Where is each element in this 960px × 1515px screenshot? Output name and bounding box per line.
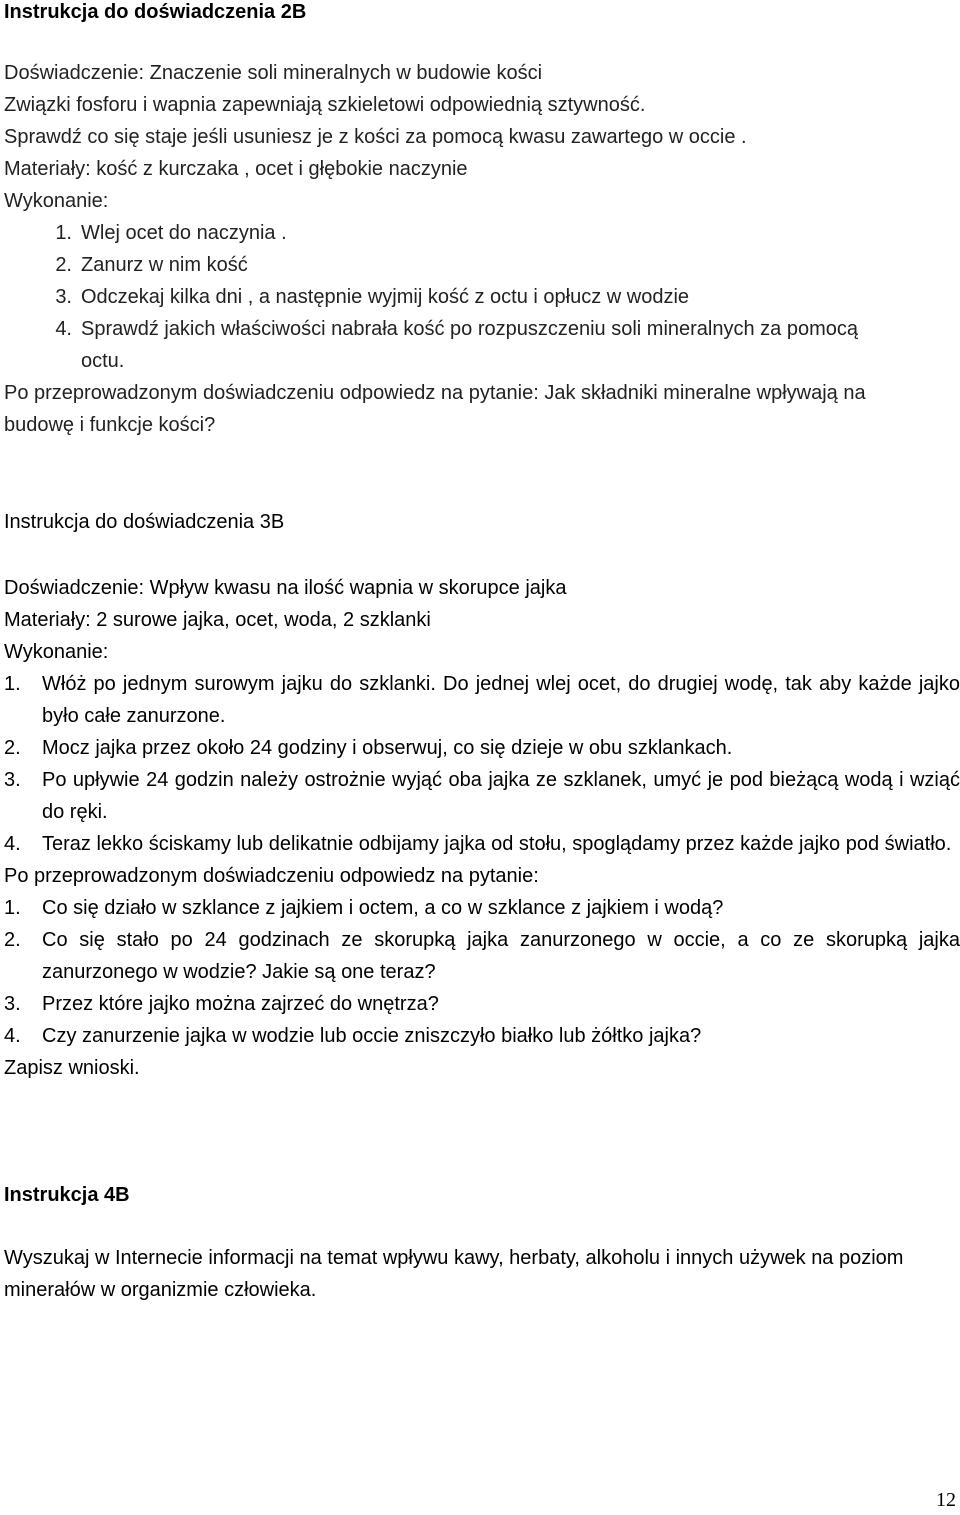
list-item-number: 2. (4, 737, 21, 759)
list-item-text: Przez które jajko można zajrzeć do wnętrza? (42, 993, 439, 1015)
list-item (4, 1020, 960, 1052)
list-item-text: Co się stało po 24 godzinach ze skorupką jajka zanurzonego w occie, a co ze skorupką jajka zanurzonego w wodzie? Jakie są one teraz? (42, 929, 960, 983)
list-item (4, 732, 960, 764)
experiment-line: Doświadczenie: Wpływ kwasu na ilość wapnia w skorupce jajka (4, 577, 567, 599)
execution-label: Wykonanie: (4, 641, 109, 663)
list-item (4, 217, 960, 249)
section-4b (4, 1179, 960, 1306)
intro-line: Związki fosforu i wapnia zapewniają szkieletowi odpowiednią sztywność. (4, 94, 646, 116)
list-item-number: 1. (4, 673, 21, 695)
list-item (4, 764, 960, 828)
steps-list (4, 668, 960, 860)
section-3b (4, 506, 960, 1084)
section-2b-title: Instrukcja do doświadczenia 2B (4, 1, 307, 23)
list-item-text: Teraz lekko ściskamy lub delikatnie odbijamy jajka od stołu, spoglądamy przez każde jajko pod światło. (42, 833, 952, 855)
list-item-text: Po upływie 24 godzin należy ostrożnie wyjąć oba jajka ze szklanek, umyć je pod bieżącą wodą i wziąć do ręki. (42, 769, 960, 823)
list-item (4, 249, 960, 281)
list-item-number: 2. (55, 254, 72, 276)
list-item (4, 892, 960, 924)
steps-list (4, 217, 960, 377)
list-item-text: Wlej ocet do naczynia . (81, 222, 287, 244)
list-item-number: 3. (4, 993, 21, 1015)
section-2b-body (4, 57, 960, 441)
instruction-line: Sprawdź co się staje jeśli usuniesz je z kości za pomocą kwasu zawartego w occie . (4, 126, 747, 148)
list-item (4, 924, 960, 988)
section-4b-title: Instrukcja 4B (4, 1184, 130, 1206)
list-item-text: Co się działo w szklance z jajkiem i octem, a co w szklance z jajkiem i wodą? (42, 897, 724, 919)
list-item-number: 3. (4, 769, 21, 791)
list-item (4, 668, 960, 732)
experiment-line: Doświadczenie: Znaczenie soli mineralnych w budowie kości (4, 62, 543, 84)
question-intro: Po przeprowadzonym doświadczeniu odpowiedz na pytanie: (4, 865, 539, 887)
list-item (4, 828, 960, 860)
materials-line: Materiały: 2 surowe jajka, ocet, woda, 2 szklanki (4, 609, 431, 631)
list-item-number: 1. (55, 222, 72, 244)
page-number: 12 (936, 1489, 956, 1511)
list-item-number: 4. (55, 318, 72, 340)
list-item-text: Mocz jajka przez około 24 godziny i obserwuj, co się dzieje w obu szklankach. (42, 737, 733, 759)
list-item-number: 4. (4, 1025, 21, 1047)
section-4b-text: Wyszukaj w Internecie informacji na temat wpływu kawy, herbaty, alkoholu i innych używek na poziom minerałów w organizmie człowieka. (4, 1247, 904, 1301)
list-item-text: Czy zanurzenie jajka w wodzie lub occie zniszczyło białko lub żółtko jajka? (42, 1025, 702, 1047)
list-item (4, 313, 960, 377)
list-item-text: Włóż po jednym surowym jajku do szklanki. Do jednej wlej ocet, do drugiej wodę, tak aby każde jajko było całe zanurzone. (42, 673, 960, 727)
list-item-number: 2. (4, 929, 21, 951)
execution-label: Wykonanie: (4, 190, 109, 212)
list-item-number: 3. (55, 286, 72, 308)
list-item (4, 281, 960, 313)
section-3b-title: Instrukcja do doświadczenia 3B (4, 511, 285, 533)
materials-line: Materiały: kość z kurczaka , ocet i głębokie naczynie (4, 158, 468, 180)
questions-list (4, 892, 960, 1052)
list-item-text: Zanurz w nim kość (81, 254, 248, 276)
list-item-text: Odczekaj kilka dni , a następnie wyjmij kość z octu i opłucz w wodzie (81, 286, 690, 308)
conclusion-line: Zapisz wnioski. (4, 1057, 140, 1079)
question-paragraph: Po przeprowadzonym doświadczeniu odpowiedz na pytanie: Jak składniki mineralne wpływają na budowę i funkcje kości? (4, 382, 866, 436)
list-item-number: 4. (4, 833, 21, 855)
list-item-number: 1. (4, 897, 21, 919)
list-item-text: Sprawdź jakich właściwości nabrała kość po rozpuszczeniu soli mineralnych za pomocą octu. (81, 318, 859, 372)
list-item (4, 988, 960, 1020)
